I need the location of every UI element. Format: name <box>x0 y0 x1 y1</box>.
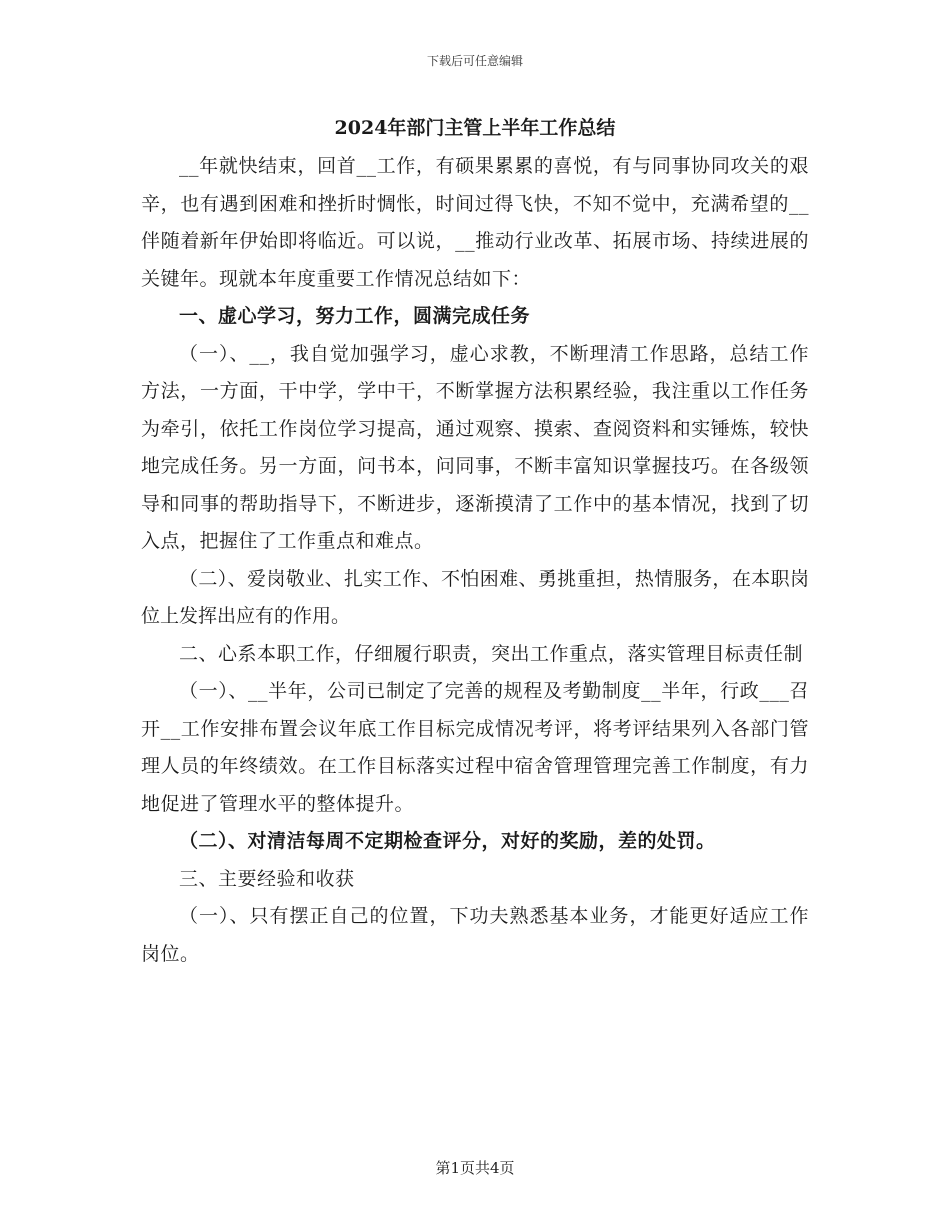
intro-paragraph: __年就快结束，回首__工作，有硕果累累的喜悦，有与同事协同攻关的艰辛，也有遇到困难和挫折时惆怅，时间过得飞快，不知不觉中，充满希望的__伴随着新年伊始即将临近。可以说，__推动行业改革、拓展市场、持续进展的关键年。现就本年度重要工作情况总结如下： <box>141 155 809 290</box>
section-heading-2: 二、心系本职工作，仔细履行职责，突出工作重点，落实管理目标责任制 <box>179 642 804 665</box>
document-title: 2024年部门主管上半年工作总结 <box>334 117 616 139</box>
paragraph-1-2: （二）、爱岗敬业、扎实工作、不怕困难、勇挑重担，热情服务，在本职岗位上发挥出应有的作用。 <box>141 567 809 627</box>
paragraph-1-1: （一）、__，我自觉加强学习，虚心求教，不断理清工作思路，总结工作方法，一方面，干中学，学中干，不断掌握方法积累经验，我注重以工作任务为牵引，依托工作岗位学习提高，通过观察、摸索、查阅资料和实锤炼，较快地完成任务。另一方面，问书本，问同事，不断丰富知识掌握技巧。在各级领导和同事的帮助指导下，不断进步，逐渐摸清了工作中的基本情况，找到了切入点，把握住了工作重点和难点。 <box>141 342 809 552</box>
paragraph-2-1: （一）、__半年，公司已制定了完善的规程及考勤制度__半年，行政___召开__工作安排布置会议年底工作目标完成情况考评，将考评结果列入各部门管理人员的年终绩效。在工作目标落实过程中宿舍管理管理完善工作制度，有力地促进了管理水平的整体提升。 <box>141 680 809 815</box>
section-heading-3: 三、主要经验和收获 <box>179 867 355 890</box>
document-body <box>141 112 809 973</box>
paragraph-2-2: （二）、对清洁每周不定期检查评分，对好的奖励，差的处罚。 <box>179 830 716 852</box>
paragraph-3-1: （一）、只有摆正自己的位置，下功夫熟悉基本业务，才能更好适应工作岗位。 <box>141 905 809 965</box>
page-footer: 第1页共4页 <box>435 1159 515 1177</box>
section-heading-1: 一、虚心学习，努力工作，圆满完成任务 <box>179 305 531 327</box>
header-note: 下载后可任意编辑 <box>426 54 523 68</box>
